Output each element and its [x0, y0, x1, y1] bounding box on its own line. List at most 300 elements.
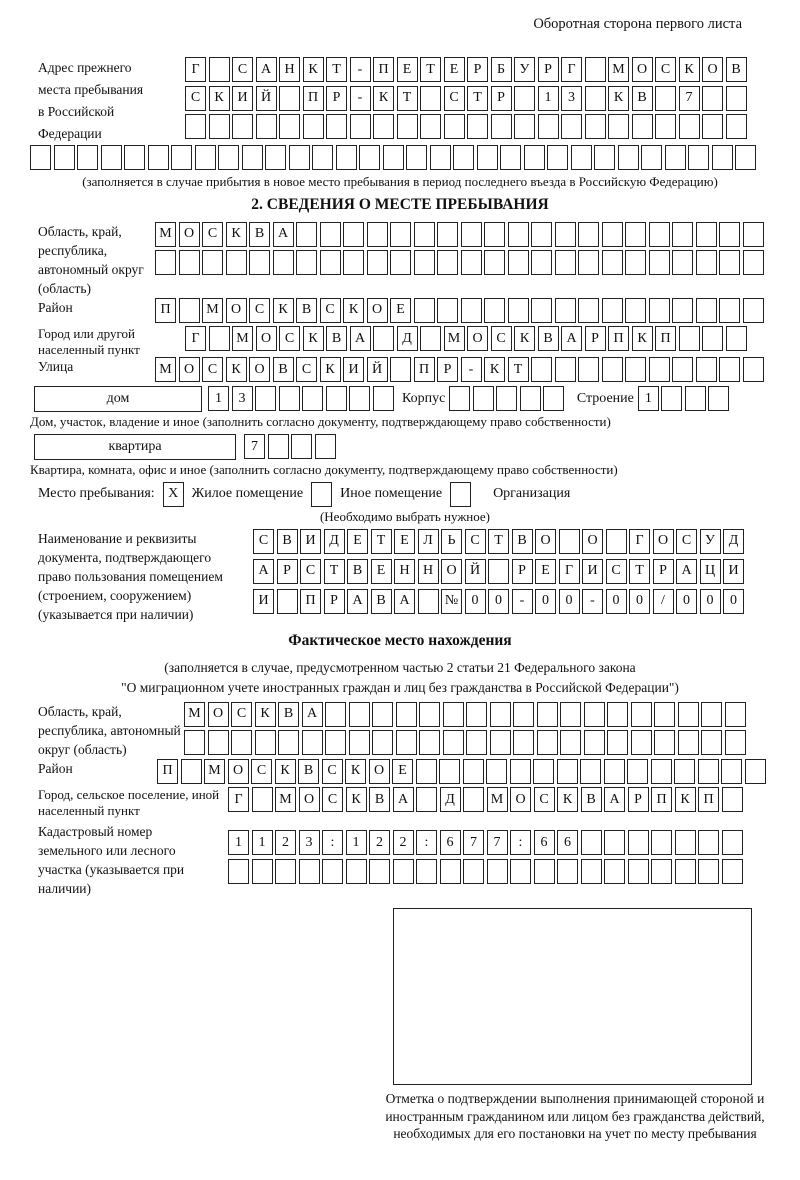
char-cell[interactable] [531, 222, 552, 247]
char-cell[interactable]: С [465, 529, 486, 554]
char-cell[interactable] [510, 759, 531, 784]
char-cell[interactable] [649, 250, 670, 275]
char-cell[interactable] [466, 730, 487, 755]
char-cell[interactable] [555, 250, 576, 275]
char-cell[interactable] [467, 114, 488, 139]
char-cell[interactable] [490, 702, 511, 727]
char-cell[interactable]: М [444, 326, 465, 351]
char-cell[interactable] [578, 250, 599, 275]
char-cell[interactable] [649, 298, 670, 323]
char-cell[interactable] [719, 222, 740, 247]
char-cell[interactable] [628, 830, 649, 855]
char-cell[interactable] [179, 250, 200, 275]
char-cell[interactable] [537, 702, 558, 727]
char-cell[interactable] [420, 86, 441, 111]
char-cell[interactable] [719, 250, 740, 275]
char-cell[interactable] [488, 559, 509, 584]
char-cell[interactable] [743, 250, 764, 275]
char-cell[interactable] [416, 759, 437, 784]
char-cell[interactable] [702, 326, 723, 351]
char-cell[interactable] [320, 250, 341, 275]
char-cell[interactable] [252, 859, 273, 884]
char-cell[interactable] [655, 86, 676, 111]
char-cell[interactable]: А [256, 57, 277, 82]
char-cell[interactable]: О [249, 357, 270, 382]
char-cell[interactable] [531, 250, 552, 275]
char-cell[interactable]: С [249, 298, 270, 323]
char-cell[interactable] [702, 86, 723, 111]
char-cell[interactable]: 7 [463, 830, 484, 855]
char-cell[interactable] [296, 250, 317, 275]
char-cell[interactable]: К [632, 326, 653, 351]
char-cell[interactable]: О [299, 787, 320, 812]
char-cell[interactable] [461, 222, 482, 247]
char-cell[interactable] [414, 298, 435, 323]
char-cell[interactable]: С [296, 357, 317, 382]
char-cell[interactable] [743, 357, 764, 382]
char-cell[interactable] [696, 250, 717, 275]
char-cell[interactable]: 0 [559, 589, 580, 614]
char-cell[interactable]: М [202, 298, 223, 323]
char-cell[interactable] [322, 859, 343, 884]
char-cell[interactable] [602, 250, 623, 275]
char-cell[interactable]: О [632, 57, 653, 82]
char-cell[interactable] [625, 357, 646, 382]
char-cell[interactable] [508, 298, 529, 323]
char-cell[interactable]: 0 [723, 589, 744, 614]
char-cell[interactable] [520, 386, 541, 411]
checkbox-zhiloe[interactable]: X [163, 482, 184, 507]
char-cell[interactable]: 6 [557, 830, 578, 855]
char-cell[interactable] [414, 222, 435, 247]
char-cell[interactable]: 6 [440, 830, 461, 855]
char-cell[interactable] [604, 859, 625, 884]
char-cell[interactable] [641, 145, 662, 170]
char-cell[interactable]: С [232, 57, 253, 82]
char-cell[interactable] [675, 830, 696, 855]
char-cell[interactable]: Р [277, 559, 298, 584]
char-cell[interactable]: Е [347, 529, 368, 554]
char-cell[interactable] [372, 730, 393, 755]
char-cell[interactable] [289, 145, 310, 170]
char-cell[interactable] [124, 145, 145, 170]
char-cell[interactable]: О [208, 702, 229, 727]
char-cell[interactable] [725, 730, 746, 755]
char-cell[interactable]: В [369, 787, 390, 812]
char-cell[interactable]: К [226, 222, 247, 247]
char-cell[interactable] [484, 250, 505, 275]
char-cell[interactable] [625, 250, 646, 275]
char-cell[interactable]: : [510, 830, 531, 855]
char-cell[interactable]: С [253, 529, 274, 554]
char-cell[interactable]: Н [394, 559, 415, 584]
char-cell[interactable]: С [606, 559, 627, 584]
char-cell[interactable] [651, 759, 672, 784]
char-cell[interactable]: П [157, 759, 178, 784]
char-cell[interactable] [702, 114, 723, 139]
char-cell[interactable]: У [514, 57, 535, 82]
char-cell[interactable]: Т [371, 529, 392, 554]
char-cell[interactable]: - [512, 589, 533, 614]
char-cell[interactable] [461, 250, 482, 275]
char-cell[interactable] [602, 298, 623, 323]
char-cell[interactable] [672, 298, 693, 323]
char-cell[interactable] [696, 222, 717, 247]
char-cell[interactable] [679, 326, 700, 351]
char-cell[interactable]: - [582, 589, 603, 614]
char-cell[interactable] [420, 114, 441, 139]
char-cell[interactable]: О [369, 759, 390, 784]
char-cell[interactable]: С [491, 326, 512, 351]
char-cell[interactable]: А [676, 559, 697, 584]
char-cell[interactable]: О [702, 57, 723, 82]
char-cell[interactable]: 1 [252, 830, 273, 855]
char-cell[interactable] [555, 222, 576, 247]
char-cell[interactable] [696, 357, 717, 382]
char-cell[interactable] [654, 702, 675, 727]
char-cell[interactable] [578, 222, 599, 247]
char-cell[interactable]: Б [491, 57, 512, 82]
char-cell[interactable] [477, 145, 498, 170]
char-cell[interactable] [249, 250, 270, 275]
char-cell[interactable] [302, 386, 323, 411]
char-cell[interactable]: 0 [700, 589, 721, 614]
char-cell[interactable] [443, 730, 464, 755]
char-cell[interactable] [359, 145, 380, 170]
char-cell[interactable] [208, 730, 229, 755]
char-cell[interactable]: К [320, 357, 341, 382]
char-cell[interactable] [393, 859, 414, 884]
char-cell[interactable]: М [608, 57, 629, 82]
char-cell[interactable]: Р [467, 57, 488, 82]
char-cell[interactable]: 7 [244, 434, 265, 459]
char-cell[interactable] [725, 702, 746, 727]
char-cell[interactable] [513, 730, 534, 755]
char-cell[interactable] [531, 298, 552, 323]
char-cell[interactable] [463, 759, 484, 784]
char-cell[interactable] [226, 250, 247, 275]
char-cell[interactable]: А [561, 326, 582, 351]
char-cell[interactable]: 2 [393, 830, 414, 855]
char-cell[interactable]: В [632, 86, 653, 111]
char-cell[interactable] [349, 386, 370, 411]
char-cell[interactable] [698, 759, 719, 784]
char-cell[interactable] [649, 222, 670, 247]
char-cell[interactable]: Г [228, 787, 249, 812]
char-cell[interactable] [560, 702, 581, 727]
char-cell[interactable] [631, 730, 652, 755]
char-cell[interactable] [698, 859, 719, 884]
char-cell[interactable] [604, 759, 625, 784]
char-cell[interactable] [273, 250, 294, 275]
char-cell[interactable]: К [679, 57, 700, 82]
checkbox-organizaciya[interactable] [450, 482, 471, 507]
char-cell[interactable] [349, 702, 370, 727]
char-cell[interactable] [343, 250, 364, 275]
char-cell[interactable] [228, 859, 249, 884]
char-cell[interactable] [185, 114, 206, 139]
char-cell[interactable]: Р [585, 326, 606, 351]
char-cell[interactable]: С [322, 787, 343, 812]
char-cell[interactable] [514, 114, 535, 139]
char-cell[interactable] [513, 702, 534, 727]
char-cell[interactable]: И [253, 589, 274, 614]
char-cell[interactable] [688, 145, 709, 170]
char-cell[interactable] [30, 145, 51, 170]
char-cell[interactable] [443, 702, 464, 727]
char-cell[interactable] [604, 830, 625, 855]
char-cell[interactable]: К [226, 357, 247, 382]
char-cell[interactable]: 3 [561, 86, 582, 111]
char-cell[interactable]: 6 [534, 830, 555, 855]
char-cell[interactable]: К [608, 86, 629, 111]
char-cell[interactable]: М [232, 326, 253, 351]
char-cell[interactable]: 0 [606, 589, 627, 614]
char-cell[interactable] [557, 859, 578, 884]
char-cell[interactable]: К [273, 298, 294, 323]
char-cell[interactable] [627, 759, 648, 784]
char-cell[interactable]: - [350, 57, 371, 82]
char-cell[interactable] [209, 57, 230, 82]
char-cell[interactable] [390, 357, 411, 382]
char-cell[interactable]: А [393, 787, 414, 812]
char-cell[interactable] [397, 114, 418, 139]
char-cell[interactable] [555, 298, 576, 323]
char-cell[interactable] [155, 250, 176, 275]
char-cell[interactable] [701, 702, 722, 727]
char-cell[interactable] [218, 145, 239, 170]
char-cell[interactable] [437, 222, 458, 247]
char-cell[interactable]: Е [394, 529, 415, 554]
char-cell[interactable] [252, 787, 273, 812]
char-cell[interactable] [543, 386, 564, 411]
char-cell[interactable] [278, 730, 299, 755]
char-cell[interactable]: И [582, 559, 603, 584]
char-cell[interactable] [312, 145, 333, 170]
char-cell[interactable] [148, 145, 169, 170]
char-cell[interactable]: К [346, 787, 367, 812]
char-cell[interactable]: У [700, 529, 721, 554]
char-cell[interactable] [555, 357, 576, 382]
char-cell[interactable]: Г [561, 57, 582, 82]
char-cell[interactable] [651, 859, 672, 884]
char-cell[interactable] [735, 145, 756, 170]
char-cell[interactable]: Г [559, 559, 580, 584]
char-cell[interactable]: К [275, 759, 296, 784]
char-cell[interactable] [537, 730, 558, 755]
char-cell[interactable] [585, 86, 606, 111]
char-cell[interactable]: С [202, 357, 223, 382]
char-cell[interactable] [696, 298, 717, 323]
char-cell[interactable]: Е [390, 298, 411, 323]
char-cell[interactable] [101, 145, 122, 170]
char-cell[interactable]: Г [185, 57, 206, 82]
char-cell[interactable] [581, 859, 602, 884]
char-cell[interactable]: Г [629, 529, 650, 554]
char-cell[interactable] [296, 222, 317, 247]
char-cell[interactable] [320, 222, 341, 247]
char-cell[interactable]: Д [440, 787, 461, 812]
char-cell[interactable]: Д [324, 529, 345, 554]
char-cell[interactable] [484, 298, 505, 323]
char-cell[interactable] [594, 145, 615, 170]
char-cell[interactable]: В [249, 222, 270, 247]
char-cell[interactable] [463, 859, 484, 884]
char-cell[interactable] [346, 859, 367, 884]
char-cell[interactable]: - [461, 357, 482, 382]
char-cell[interactable] [698, 830, 719, 855]
char-cell[interactable]: : [322, 830, 343, 855]
char-cell[interactable] [719, 298, 740, 323]
char-cell[interactable] [275, 859, 296, 884]
char-cell[interactable]: В [581, 787, 602, 812]
char-cell[interactable]: 1 [208, 386, 229, 411]
char-cell[interactable]: О [510, 787, 531, 812]
char-cell[interactable] [584, 730, 605, 755]
char-cell[interactable] [651, 830, 672, 855]
char-cell[interactable] [560, 730, 581, 755]
char-cell[interactable] [184, 730, 205, 755]
char-cell[interactable] [701, 730, 722, 755]
char-cell[interactable] [557, 759, 578, 784]
char-cell[interactable]: 3 [299, 830, 320, 855]
char-cell[interactable] [719, 357, 740, 382]
char-cell[interactable] [508, 250, 529, 275]
char-cell[interactable]: М [275, 787, 296, 812]
char-cell[interactable] [437, 250, 458, 275]
char-cell[interactable] [672, 357, 693, 382]
char-cell[interactable]: О [226, 298, 247, 323]
char-cell[interactable]: Е [392, 759, 413, 784]
char-cell[interactable] [510, 859, 531, 884]
char-cell[interactable] [373, 326, 394, 351]
char-cell[interactable] [607, 702, 628, 727]
char-cell[interactable] [325, 730, 346, 755]
char-cell[interactable] [578, 298, 599, 323]
char-cell[interactable] [618, 145, 639, 170]
char-cell[interactable]: Т [326, 57, 347, 82]
char-cell[interactable]: О [582, 529, 603, 554]
char-cell[interactable]: Т [467, 86, 488, 111]
char-cell[interactable] [491, 114, 512, 139]
char-cell[interactable] [54, 145, 75, 170]
char-cell[interactable] [416, 859, 437, 884]
char-cell[interactable] [484, 222, 505, 247]
char-cell[interactable] [473, 386, 494, 411]
char-cell[interactable]: Т [488, 529, 509, 554]
char-cell[interactable]: Д [723, 529, 744, 554]
char-cell[interactable]: О [367, 298, 388, 323]
char-cell[interactable] [372, 702, 393, 727]
char-cell[interactable] [661, 386, 682, 411]
checkbox-inoe[interactable] [311, 482, 332, 507]
char-cell[interactable] [326, 114, 347, 139]
char-cell[interactable]: Р [653, 559, 674, 584]
char-cell[interactable] [602, 357, 623, 382]
char-cell[interactable]: Р [538, 57, 559, 82]
char-cell[interactable] [440, 859, 461, 884]
char-cell[interactable] [279, 86, 300, 111]
char-cell[interactable] [202, 250, 223, 275]
char-cell[interactable] [336, 145, 357, 170]
char-cell[interactable] [533, 759, 554, 784]
char-cell[interactable]: В [278, 702, 299, 727]
char-cell[interactable]: О [467, 326, 488, 351]
char-cell[interactable]: В [273, 357, 294, 382]
char-cell[interactable] [299, 859, 320, 884]
char-cell[interactable] [77, 145, 98, 170]
char-cell[interactable]: Й [256, 86, 277, 111]
char-cell[interactable]: О [256, 326, 277, 351]
char-cell[interactable] [396, 730, 417, 755]
char-cell[interactable]: В [726, 57, 747, 82]
char-cell[interactable] [373, 114, 394, 139]
char-cell[interactable]: В [371, 589, 392, 614]
char-cell[interactable]: О [653, 529, 674, 554]
char-cell[interactable] [514, 86, 535, 111]
char-cell[interactable] [463, 787, 484, 812]
char-cell[interactable] [383, 145, 404, 170]
char-cell[interactable]: Р [437, 357, 458, 382]
char-cell[interactable]: Д [397, 326, 418, 351]
char-cell[interactable]: - [350, 86, 371, 111]
char-cell[interactable] [679, 114, 700, 139]
char-cell[interactable]: В [326, 326, 347, 351]
char-cell[interactable] [390, 222, 411, 247]
char-cell[interactable] [449, 386, 470, 411]
char-cell[interactable] [625, 222, 646, 247]
char-cell[interactable]: М [155, 357, 176, 382]
char-cell[interactable]: С [251, 759, 272, 784]
char-cell[interactable] [390, 250, 411, 275]
char-cell[interactable] [607, 730, 628, 755]
char-cell[interactable] [279, 386, 300, 411]
char-cell[interactable] [265, 145, 286, 170]
char-cell[interactable] [631, 702, 652, 727]
char-cell[interactable] [416, 787, 437, 812]
char-cell[interactable]: 1 [638, 386, 659, 411]
char-cell[interactable] [625, 298, 646, 323]
char-cell[interactable] [654, 730, 675, 755]
char-cell[interactable]: 0 [629, 589, 650, 614]
char-cell[interactable]: В [277, 529, 298, 554]
char-cell[interactable]: П [655, 326, 676, 351]
char-cell[interactable]: В [296, 298, 317, 323]
char-cell[interactable] [343, 222, 364, 247]
char-cell[interactable]: П [698, 787, 719, 812]
char-cell[interactable]: К [484, 357, 505, 382]
char-cell[interactable] [231, 730, 252, 755]
char-cell[interactable] [430, 145, 451, 170]
char-cell[interactable] [672, 250, 693, 275]
char-cell[interactable]: Е [535, 559, 556, 584]
char-cell[interactable]: М [155, 222, 176, 247]
char-cell[interactable]: М [487, 787, 508, 812]
char-cell[interactable] [414, 250, 435, 275]
char-cell[interactable]: № [441, 589, 462, 614]
char-cell[interactable] [672, 222, 693, 247]
char-cell[interactable]: Т [629, 559, 650, 584]
char-cell[interactable] [585, 57, 606, 82]
char-cell[interactable]: А [302, 702, 323, 727]
char-cell[interactable] [279, 114, 300, 139]
char-cell[interactable]: Н [279, 57, 300, 82]
char-cell[interactable] [678, 730, 699, 755]
char-cell[interactable]: П [303, 86, 324, 111]
char-cell[interactable]: Р [324, 589, 345, 614]
char-cell[interactable] [242, 145, 263, 170]
char-cell[interactable] [538, 114, 559, 139]
